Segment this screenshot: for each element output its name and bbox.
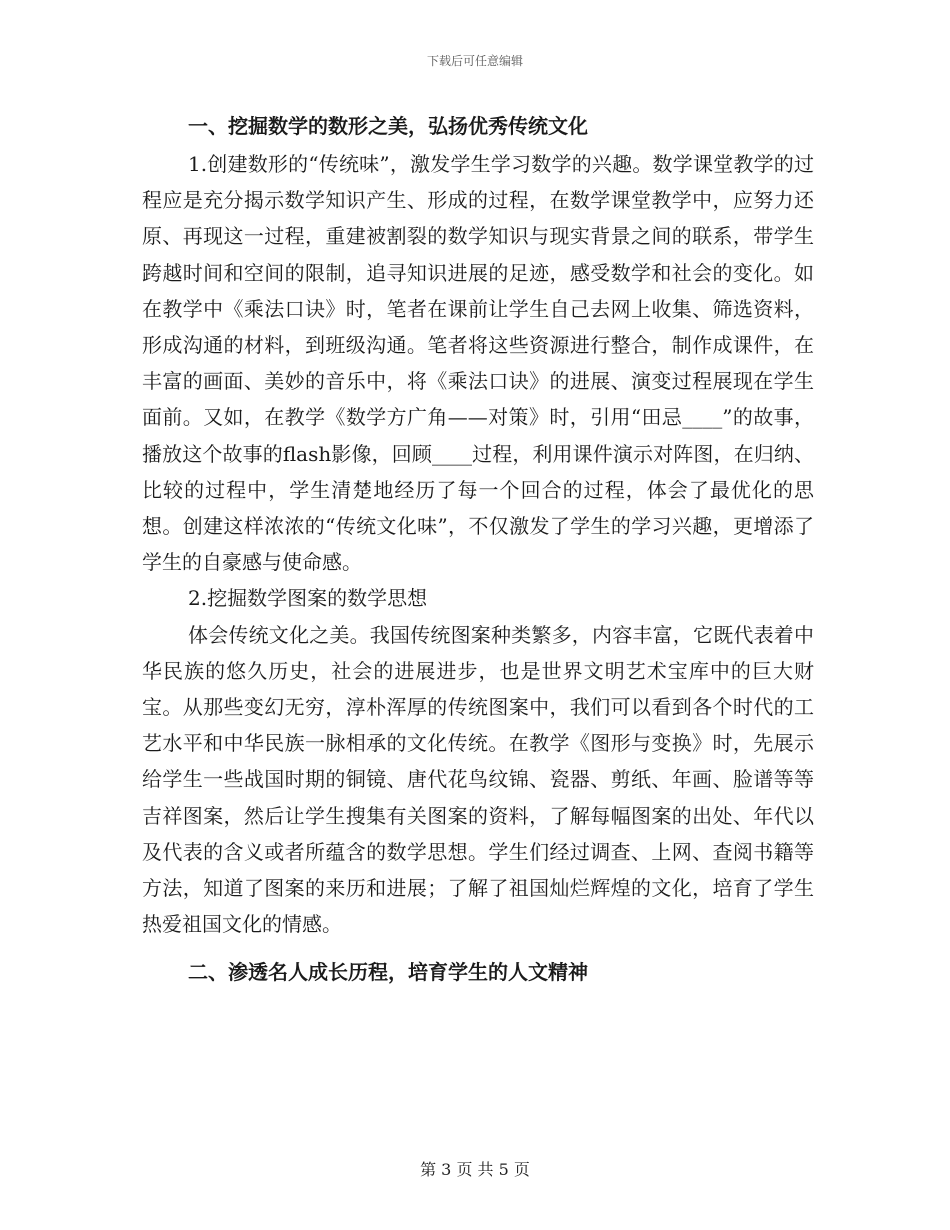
- paragraph-traditional-flavor: 1.创建数形的“传统味”，激发学生学习数学的兴趣。数学课堂教学的过程应是充分揭示数学知识产生、形成的过程，在数学课堂教学中，应努力还原、再现这一过程，重建被割裂的数学知识与现实背景之间的联系，带学生跨越时间和空间的限制，追寻知识进展的足迹，感受数学和社会的变化。如在教学中《乘法口诀》时，笔者在课前让学生自己去网上收集、筛选资料，形成沟通的材料，到班级沟通。笔者将这些资源进行整合，制作成课件，在丰富的画面、美妙的音乐中，将《乘法口诀》的进展、演变过程展现在学生面前。又如，在教学《数学方广角——对策》时，引用“田忌____”的故事，播放这个故事的flash影像，回顾____过程，利用课件演示对阵图，在归纳、比较的过程中，学生清楚地经历了每一个回合的过程，体会了最优化的思想。创建这样浓浓的“传统文化味”，不仅激发了学生的学习兴趣，更增添了学生的自豪感与使命感。: [142, 152, 814, 575]
- document-body: [142, 106, 814, 992]
- paragraph-traditional-patterns: 体会传统文化之美。我国传统图案种类繁多，内容丰富，它既代表着中华民族的悠久历史，社会的进展进步，也是世界文明艺术宝库中的巨大财宝。从那些变幻无穷，淳朴浑厚的传统图案中，我们可以看到各个时代的工艺水平和中华民族一脉相承的文化传统。在教学《图形与变换》时，先展示给学生一些战国时期的铜镜、唐代花鸟纹锦、瓷器、剪纸、年画、脸谱等等吉祥图案，然后让学生搜集有关图案的资料，了解每幅图案的出处、年代以及代表的含义或者所蕴含的数学思想。学生们经过调查、上网、查阅书籍等方法，知道了图案的来历和进展；了解了祖国灿烂辉煌的文化，培育了学生热爱祖国文化的情感。: [142, 622, 814, 937]
- page-header: 下载后可任意编辑: [426, 54, 523, 68]
- page-footer: 第 3 页 共 5 页: [420, 1160, 530, 1179]
- section-heading-1: 一、挖掘数学的数形之美，弘扬优秀传统文化: [188, 114, 588, 138]
- subheading-pattern-thinking: 2.挖掘数学图案的数学思想: [188, 586, 428, 611]
- section-heading-2: 二、渗透名人成长历程，培育学生的人文精神: [188, 960, 588, 985]
